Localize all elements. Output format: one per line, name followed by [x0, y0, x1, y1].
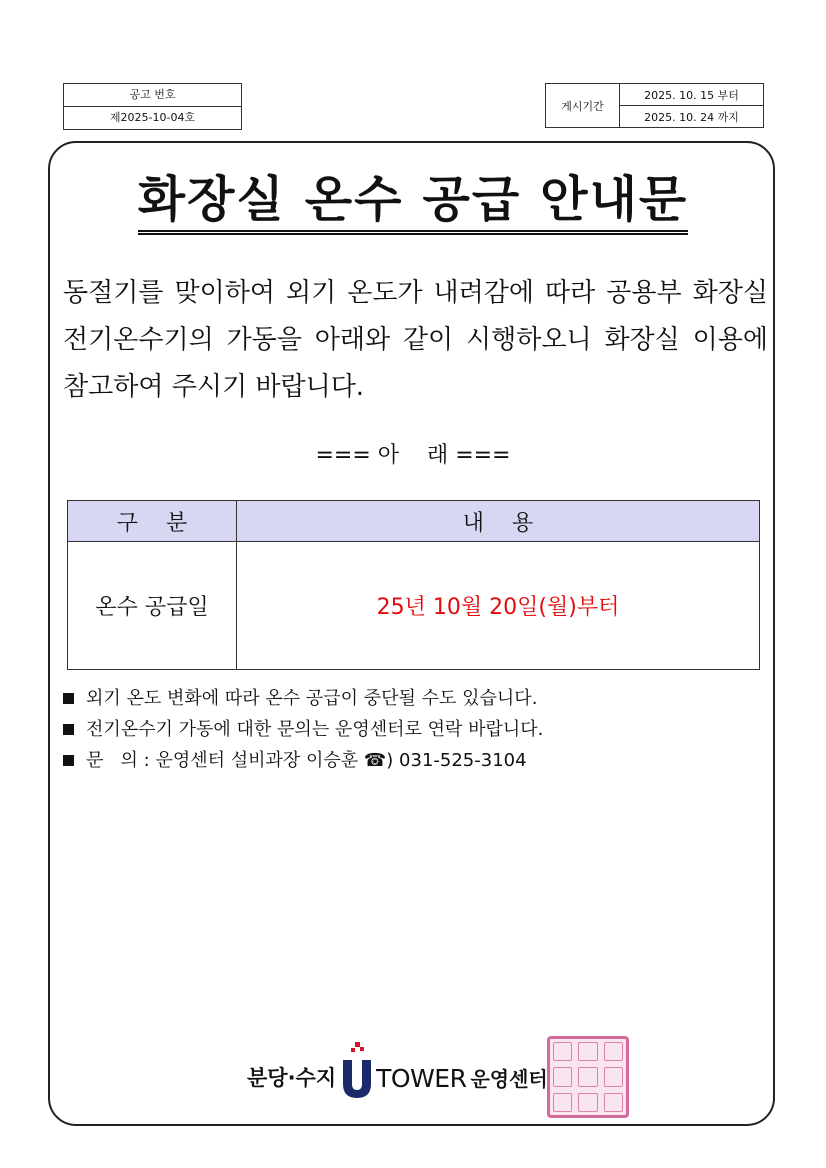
intro-line-2: 전기온수기의 가동을 아래와 같이 시행하오니 화장실 이용에 — [63, 325, 768, 355]
posting-period-to: 2025. 10. 24 까지 — [620, 105, 763, 127]
footer-brand: TOWER — [376, 1064, 467, 1093]
section-heading — [0, 438, 826, 469]
note-text: 외기 온도 변화에 따라 온수 공급이 중단될 수도 있습니다. — [86, 688, 538, 709]
footer-logo — [247, 1038, 548, 1098]
table-header-content: 내 용 — [237, 501, 760, 542]
footer-prefix: 분당·수지 — [247, 1066, 337, 1090]
table-cell-value: 25년 10월 20일(월)부터 — [237, 542, 760, 670]
u-logo-icon — [340, 1040, 374, 1098]
square-bullet-icon — [63, 755, 74, 766]
page-title-wrap — [0, 170, 826, 230]
section-heading-text: === 아 래 === — [315, 443, 511, 468]
list-item — [63, 745, 543, 776]
note-text: 문 의 : 운영센터 설비과장 이승훈 ☎) 031-525-3104 — [86, 750, 527, 771]
notice-number-label: 공고 번호 — [129, 88, 176, 101]
table-row — [68, 542, 760, 670]
table-header-category: 구 분 — [68, 501, 237, 542]
schedule-table — [67, 500, 760, 670]
intro-line-1: 동절기를 맞이하여 외기 온도가 내려감에 따라 공용부 화장실 — [63, 278, 768, 308]
square-bullet-icon — [63, 693, 74, 704]
notes-list — [63, 683, 543, 776]
list-item — [63, 683, 543, 714]
table-cell-label: 온수 공급일 — [68, 542, 237, 670]
posting-period-label: 게시기간 — [546, 84, 620, 127]
page-title: 화장실 온수 공급 안내문 — [138, 171, 689, 235]
notice-number-value: 제2025-10-04호 — [64, 106, 241, 129]
intro-line-3: 참고하여 주시기 바랍니다. — [63, 372, 365, 402]
notice-number-box — [63, 83, 242, 130]
intro-paragraph — [63, 270, 768, 411]
posting-period-box — [545, 83, 764, 128]
footer-suffix: 운영센터 — [470, 1067, 548, 1091]
note-text: 전기온수기 가동에 대한 문의는 운영센터로 연락 바랍니다. — [86, 719, 544, 740]
square-bullet-icon — [63, 724, 74, 735]
posting-period-from: 2025. 10. 15 부터 — [644, 88, 739, 102]
official-seal — [547, 1036, 629, 1118]
list-item — [63, 714, 543, 745]
table-header-row — [68, 501, 760, 542]
